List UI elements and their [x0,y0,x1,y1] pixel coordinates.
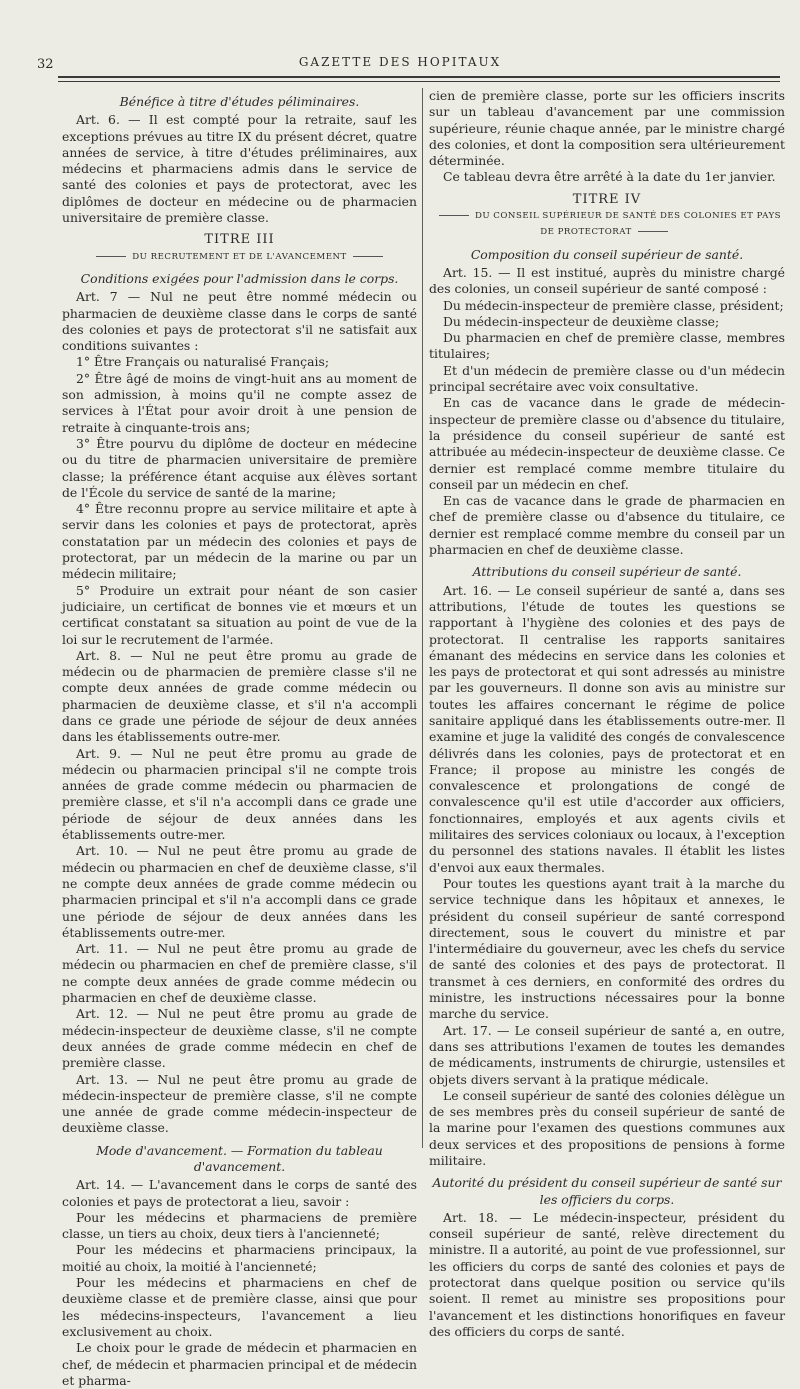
article-8: Art. 8. — Nul ne peut être promu au grade de médecin ou de pharmacien de première classe s'il ne compte deux années de grade comme médecin ou pharmacien de deuxième classe, et s'il n'a accompli dans ce grade une période de séjour de deux années dans les établissements outre-mer. [62,647,417,745]
condition-item: 4° Être reconnu propre au service militaire et apte à servir dans les colonies et pays de protectorat, après constatation par un médecin des colonies et pays de protectorat, par un médecin de la marine ou par un médecin militaire; [62,501,417,582]
section-heading: Autorité du président du conseil supérieur de santé sur les officiers du corps. [432,1175,782,1207]
article-10: Art. 10. — Nul ne peut être promu au grade de médecin ou pharmacien en chef de deuxième classe, s'il ne compte deux années de grade comme médecin ou pharmacien principal et s'il n'a accompli dans ce grade une période de séjour de deux années dans les établissements outre-mer. [62,843,417,940]
article-14: Art. 14. — L'avancement dans le corps de santé des colonies et pays de protectorat a lieu, savoir : [62,1177,417,1209]
advancement-item: Le choix pour le grade de médecin et pharmacien en chef, de médecin et pharmacien principal et de médecin et pharma- [62,1340,417,1388]
advancement-item: Pour les médecins et pharmaciens principaux, la moitié au choix, la moitié à l'ancienneté; [62,1242,417,1274]
titre-heading: TITRE IV [572,191,642,207]
section-heading: Composition du conseil supérieur de santé. [470,246,744,262]
member-item: Du médecin-inspecteur de première classe, président; [443,297,784,313]
article-18: Art. 18. — Le médecin-inspecteur, président du conseil supérieur de santé, relève directement du ministre. Il a autorité, au point de vue professionnel, sur les officiers du corps de santé des colonies et pays de protectorat dans quelque position ou service qu'ils soient. Il remet au ministre ses propositions pour l'avancement et les distinctions honorifiques en faveur des officiers du corps de santé. [429,1209,785,1339]
condition-item: 2° Être âgé de moins de vingt-huit ans au moment de son admission, à moins qu'il ne compte assez de services à l'État pour avoir droit à une pension de retraite à cinquante-trois ans; [62,370,417,435]
titre-subheading: DU CONSEIL SUPÉRIEUR DE SANTÉ DES COLONIES ET PAYS DE PROTECTORAT [429,208,785,241]
condition-item: 5° Produire un extrait pour néant de son casier judiciaire, un certificat de bonnes vie et mœurs et un certificat constatant sa situation au point de vue de la loi sur le recrutement de l'armée. [62,582,417,647]
article-11: Art. 11. — Nul ne peut être promu au grade de médecin ou pharmacien en chef de première classe, s'il ne compte deux années de grade comme médecin ou pharmacien en chef de deuxième classe. [62,941,417,1006]
paragraph: Pour toutes les questions ayant trait à la marche du service technique dans les hôpitaux et annexes, le président du conseil supérieur de santé correspond directement, sous le couvert du ministre et par l'intermédiaire du gouverneur, avec les chefs du service de santé des colonies et des pays de protectorat. Il transmet à ces derniers, en conformité des ordres du ministre, les instructions nécessaires pour la bonne marche du service. [429,875,785,1022]
member-item: Et d'un médecin de première classe ou d'un médecin principal secrétaire avec voix consultative. [429,362,785,395]
paragraph: Ce tableau devra être arrêté à la date du 1er janvier. [443,169,776,185]
article-12: Art. 12. — Nul ne peut être promu au grade de médecin-inspecteur de deuxième classe, s'il ne compte deux années de grade comme médecin en chef de première classe. [62,1006,417,1071]
advancement-item: Pour les médecins et pharmaciens de première classe, un tiers au choix, deux tiers à l'ancienneté; [62,1209,417,1242]
section-heading: Bénéfice à titre d'études péliminaires. [119,94,360,109]
section-heading: Attributions du conseil supérieur de santé. [472,564,742,580]
paragraph: En cas de vacance dans le grade de médecin-inspecteur de première classe ou d'absence du titulaire, la présidence du conseil supérieur de santé est attribuée au médecin-inspecteur de deuxième classe. Ce dernier est remplacé comme membre titulaire du conseil par un médecin en chef. [429,395,785,492]
condition-item: 3° Être pourvu du diplôme de docteur en médecine ou du titre de pharmacien universitaire de première classe; la préférence étant acquise aux élèves sortant de l'École du service de santé de la marine; [62,435,417,500]
article-7: Art. 7 — Nul ne peut être nommé médecin ou pharmacien de deuxième classe dans le corps de santé des colonies et pays de protectorat s'il ne satisfait aux conditions suivantes : [62,289,417,354]
article-16: Art. 16. — Le conseil supérieur de santé a, dans ses attributions, l'étude de toutes les questions se rapportant à l'hygiène des colonies et des pays de protectorat. Il centralise les rapports sanitaires émanant des médecins en service dans les colonies et les pays de protectorat et qui sont adressés au ministre par les gouverneurs. Il donne son avis au ministre sur toutes les affaires concernant le régime de police sanitaire appliqué dans les établissements outre-mer. Il examine et juge la validité des congés de convalescence délivrés dans les colonies, pays de protectorat et en France; il propose au ministre les congés de convalescence et prolongations de congé de convalescence qu'il est utile d'accorder aux officiers, fonctionnaires, employés et aux agents civils et militaires des services coloniaux ou locaux, à l'exception du personnel des stations navales. Il établit les listes d'envoi aux eaux thermales. [429,582,785,875]
page-number: 32 [37,57,54,72]
member-item: Du pharmacien en chef de première classe, membres titulaires; [429,330,785,362]
advancement-item: Pour les médecins et pharmaciens en chef de deuxième classe et de première classe, ainsi que pour les médecins-inspecteurs, l'avancement a lieu exclusivement au choix. [62,1275,417,1339]
titre-heading: TITRE III [204,232,275,248]
column-divider [422,88,423,1148]
left-column [62,88,417,1389]
titre-subheading: DU RECRUTEMENT ET DE L'AVANCEMENT [62,249,417,265]
header-rule [58,76,780,78]
right-column [429,88,785,1340]
member-item: Du médecin-inspecteur de deuxième classe; [443,313,720,329]
article-15: Art. 15. — Il est institué, auprès du ministre chargé des colonies, un conseil supérieur de santé composé : [429,264,785,297]
running-title: GAZETTE DES HOPITAUX [298,55,502,69]
paragraph: Le conseil supérieur de santé des colonies délègue un de ses membres près du conseil supérieur de santé de la marine pour l'examen des questions communes aux deux services et des propositions de pensions à forme militaire. [429,1087,785,1168]
article-6: Art. 6. — Il est compté pour la retraite, sauf les exceptions prévues au titre IX du présent décret, quatre années de service, à titre d'études préliminaires, aux médecins et pharmaciens admis dans le service de santé des colonies et pays de protectorat, avec les diplômes de docteur en médecine ou de pharmacien universitaire de première classe. [62,112,417,226]
header-rule-thin [58,81,780,82]
article-13: Art. 13. — Nul ne peut être promu au grade de médecin-inspecteur de première classe, s'il ne compte une année de grade comme médecin-inspecteur de deuxième classe. [62,1071,417,1136]
section-heading: Mode d'avancement. — Formation du tableau d'avancement. [96,1142,383,1174]
paragraph: cien de première classe, porte sur les officiers inscrits sur un tableau d'avancement par une commission supérieure, réunie chaque année, par le ministre chargé des colonies, et dont la composition sera ultérieurement déterminée. [429,88,785,169]
article-17: Art. 17. — Le conseil supérieur de santé a, en outre, dans ses attributions l'examen de toutes les demandes de médicaments, instruments de chirurgie, ustensiles et objets divers servant à la pratique médicale. [429,1022,785,1087]
section-heading: Conditions exigées pour l'admission dans le corps. [80,270,399,286]
condition-item: 1° Être Français ou naturalisé Français; [76,354,329,370]
paragraph: En cas de vacance dans le grade de pharmacien en chef de première classe ou d'absence du titulaire, ce dernier est remplacé comme membre du conseil par un pharmacien en chef de deuxième classe. [429,493,785,558]
article-9: Art. 9. — Nul ne peut être promu au grade de médecin ou pharmacien principal s'il ne compte trois années de grade comme médecin ou pharmacien de première classe, et s'il n'a accompli dans ce grade une période de séjour de deux années dans les établissements outre-mer. [62,745,417,843]
